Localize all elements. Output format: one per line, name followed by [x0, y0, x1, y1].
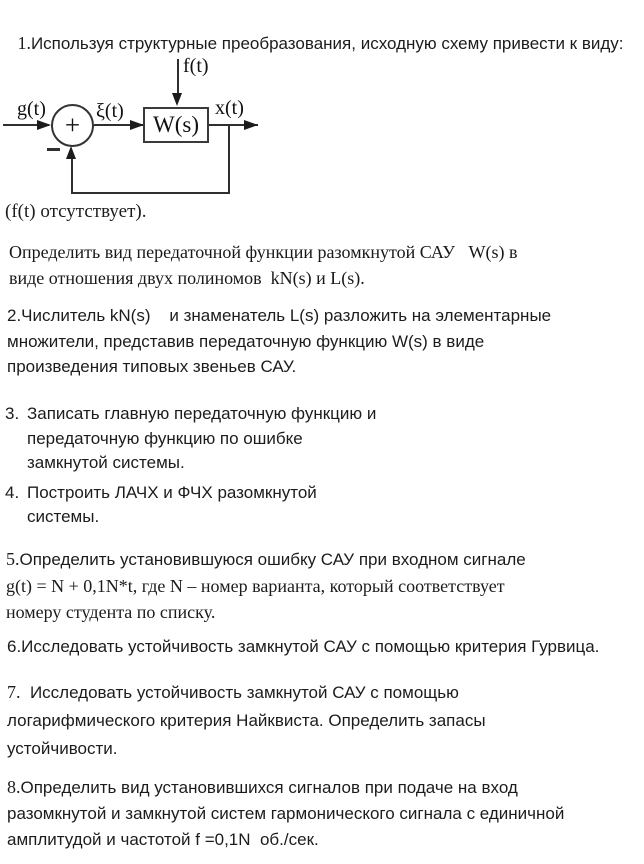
item-4-number: 4. — [5, 483, 20, 502]
disturbance-line — [177, 59, 179, 96]
feedback-line-left — [71, 158, 73, 194]
output-arrow-icon — [244, 120, 258, 130]
transfer-function-block — [143, 107, 209, 143]
item-5-line-3: номеру студента по списку. — [6, 602, 216, 622]
item-2-line-2: множители, представив передаточную функцию W(s) в виде — [7, 331, 485, 351]
item-7-line-2: логарифмического критерия Найквиста. Определить запасы — [7, 711, 486, 730]
plus-sign: + — [64, 110, 81, 140]
control-system-block-diagram — [0, 0, 644, 230]
feedback-line-right — [228, 125, 230, 194]
item-4-line-2: системы. — [27, 506, 100, 526]
assignment-item-5 — [6, 546, 526, 625]
assignment-item-8 — [7, 774, 564, 853]
item-5-number: 5. — [6, 549, 20, 569]
assignment-item-7 — [7, 678, 486, 763]
input-label-g: g(t) — [17, 98, 46, 120]
summing-junction — [51, 104, 94, 147]
intro-paragraph — [9, 240, 517, 291]
feedback-arrow-icon — [66, 146, 76, 159]
item-2-line-3: произведения типовых звеньев САУ. — [7, 357, 297, 376]
error-label-xi: ξ(t) — [96, 100, 124, 122]
disturbance-arrow-icon — [172, 93, 182, 106]
item-8-line-2: разомкнутой и замкнутой систем гармонического сигнала с единичной — [7, 804, 565, 823]
item-3-number: 3. — [5, 404, 20, 423]
item-8-number: 8. — [7, 777, 21, 797]
intro-line-1: Определить вид передаточной функции разомкнутой САУ W(s) в — [9, 242, 518, 262]
item-5-line-2: g(t) = N + 0,1N*t, где N – номер варианта, который соответствует — [6, 576, 505, 596]
item-4-line-1: Построить ЛАЧХ и ФЧХ разомкнутой — [27, 483, 317, 502]
item-2-line-1: 2.Числитель kN(s) и знаменатель L(s) разложить на элементарные — [7, 306, 552, 325]
item-5-line-1: Определить установившуюся ошибку САУ при входном сигнале — [19, 550, 526, 569]
error-arrow-icon — [130, 120, 144, 130]
intro-line-2: виде отношения двух полиномов kN(s) и L(s). — [9, 267, 365, 288]
item-1-number: 1. — [17, 33, 31, 53]
assignment-item-4 — [5, 481, 317, 528]
feedback-line-bottom — [71, 192, 230, 194]
item-3-line-1: Записать главную передаточную функцию и — [27, 404, 377, 423]
diagram-caption: (f(t) отсутствует). — [5, 201, 147, 222]
assignment-item-2 — [7, 303, 551, 380]
item-3-line-2: передаточную функцию по ошибке — [27, 428, 303, 448]
item-7-line-1: Исследовать устойчивость замкнутой САУ с помощью — [20, 683, 459, 702]
item-3-line-3: замкнутой системы. — [27, 453, 185, 472]
item-8-line-1: Определить вид установившихся сигналов при подаче на вход — [20, 778, 518, 797]
assignment-item-3 — [5, 402, 377, 476]
item-8-line-3: амплитудой и частотой f =0,1N об./сек. — [7, 830, 319, 849]
output-label-x: x(t) — [215, 97, 244, 119]
item-7-line-3: устойчивости. — [7, 739, 118, 758]
input-arrow-icon — [37, 120, 51, 130]
block-label-ws: W(s) — [153, 112, 199, 137]
item-7-number: 7. — [7, 682, 21, 702]
minus-sign — [47, 148, 60, 151]
item-1-text: Используя структурные преобразования, исходную схему привести к виду: — [30, 34, 624, 53]
disturbance-label-f: f(t) — [183, 55, 209, 77]
assignment-item-6: 6.Исследовать устойчивость замкнутой САУ с помощью критерия Гурвица. — [7, 637, 600, 656]
